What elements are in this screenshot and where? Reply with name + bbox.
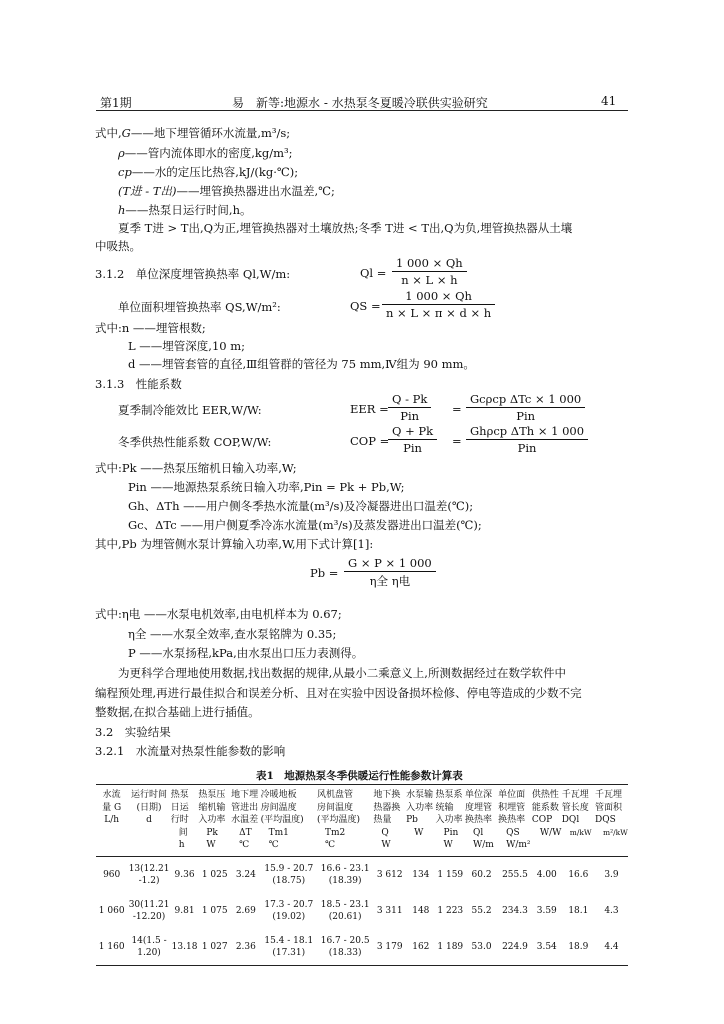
table-header-line: 入功率	[406, 802, 434, 813]
table-header-cell	[498, 785, 532, 857]
table-cell-value: 1 159	[437, 869, 464, 880]
def-gh: Gh、ΔTh ——用户侧冬季热水流量(m³/s)及冷凝器进出口温差(℃);	[128, 499, 474, 513]
table-cell-Q	[373, 856, 406, 893]
table-cell-pin	[436, 929, 465, 966]
table-cell-value: 162	[412, 941, 430, 952]
def-L: L ——埋管深度,10 m;	[128, 339, 246, 353]
table-cell-dt	[231, 893, 260, 929]
table-header-line: 能系数	[531, 802, 559, 813]
table-caption: 表1 地源热泵冬季供暖运行性能参数计算表	[256, 770, 463, 782]
table-header-line: Ql	[473, 827, 484, 838]
table-cell-line: 1.20)	[137, 947, 161, 958]
eq-cop-lhs: COP =	[350, 434, 390, 448]
eq-qs-denominator: n × L × π × d × h	[386, 306, 492, 320]
table-cell-d	[127, 856, 170, 893]
defs1-lead: 式中,	[95, 126, 122, 140]
table-cell-value: 234.3	[502, 905, 528, 916]
table-header-line: ℃	[268, 840, 279, 850]
table-cell-value: 4.3	[604, 905, 619, 916]
running-header-issue: 第1期	[100, 96, 132, 110]
table-cell-line: 16.6 - 23.1	[320, 863, 370, 874]
table-header-line: W/m²	[506, 840, 531, 850]
eq-eer-numerator-2: Gcρcp ΔTc × 1 000	[466, 392, 585, 408]
table-cell-qs	[498, 856, 532, 893]
table-cell-value: 224.9	[502, 941, 528, 952]
defs1-line-h	[118, 202, 251, 218]
table-cell-ql	[465, 856, 498, 893]
eq-cop-numerator-2: Ghρcp ΔTh × 1 000	[466, 424, 588, 440]
table-cell-value: 13.18	[171, 941, 198, 952]
table-header-line: d	[146, 815, 152, 825]
table-header-line: (平均温度)	[316, 815, 360, 825]
table-header-cell	[436, 785, 465, 857]
table-header-line	[96, 827, 127, 840]
table-header-line: QS	[506, 827, 520, 838]
table-cell-value: 148	[412, 905, 430, 916]
table-row	[96, 893, 628, 929]
table-cell-value: 60.2	[471, 869, 492, 880]
def-gc: Gc、ΔTc ——用户侧夏季冷冻水流量(m³/s)及蒸发器进出口温差(℃);	[128, 518, 482, 532]
table-header-line: 水温差	[231, 815, 259, 825]
symbol-h: h	[118, 203, 126, 217]
table-header-line: m/kW	[569, 827, 592, 837]
table-cell-value: 1 025	[201, 869, 228, 880]
table-header-cell	[261, 785, 317, 857]
table-header-cell	[373, 785, 406, 857]
defs1-line-dT	[118, 183, 335, 199]
paragraph-line3: 整数据,在拟合基础上进行插值。	[95, 705, 260, 719]
section-3-1-3-heading: 3.1.3 性能系数	[95, 377, 182, 391]
eq-cop-denominator-2: Pin	[517, 441, 537, 455]
table-cell-line: 16.7 - 20.5	[320, 935, 370, 946]
table-header-line	[532, 839, 562, 852]
table-cell-qs	[498, 893, 532, 929]
table-header-line: (平均温度)	[260, 815, 304, 825]
def-pk: Pk ——热泵压缩机日输入功率,W;	[121, 461, 297, 475]
table-header-line: Q	[381, 827, 389, 838]
section-3-2-heading: 3.2 实验结果	[95, 725, 171, 739]
table-cell-value: 3.54	[536, 941, 557, 952]
table-cell-value: 3 179	[376, 941, 403, 952]
table-header-line	[406, 839, 435, 852]
table-cell-value: 9.36	[174, 869, 195, 880]
table-header-line: 入功率	[435, 815, 463, 825]
eq-cop-fraction-2	[466, 424, 588, 455]
section-3-1-2-heading: 3.1.2 单位深度埋管换热率 Ql,W/m:	[95, 267, 291, 281]
paragraph-line2: 编程预处理,再进行最佳拟合和误差分析、且对在实验中因设备损坏检修、停电等造成的少数不完	[95, 686, 582, 700]
table-header-line: 热泵压	[198, 790, 226, 800]
table-cell-line: (18.39)	[328, 875, 362, 886]
table-header-line: 千瓦埋	[594, 790, 622, 800]
table-header-line: ℃	[324, 840, 336, 850]
table-cell-Q	[373, 929, 406, 966]
table-cell-pin	[436, 856, 465, 893]
table-cell-pk	[198, 893, 231, 929]
table-header-line: 地下埋	[231, 790, 259, 800]
def-rho: ——管内流体即水的密度,kg/m³;	[124, 146, 293, 160]
table-cell-value: 16.6	[568, 869, 589, 880]
eq-pb-fraction	[344, 556, 436, 589]
defs1-line-cp	[118, 164, 298, 180]
symbol-G: G	[121, 126, 131, 140]
table-row	[96, 929, 628, 966]
table-header-line: 积埋管	[498, 802, 526, 813]
table-cell-value: 18.1	[568, 905, 589, 916]
table-cell-line: (17.31)	[272, 947, 306, 958]
eq-cop-numerator-1: Q + Pk	[388, 424, 437, 440]
page-number: 41	[601, 94, 617, 108]
table-header-line: 单位面	[498, 790, 526, 800]
table-cell-G	[96, 856, 127, 893]
table-header-line: 千瓦埋	[561, 790, 589, 800]
def-pin: Pin ——地源热泵系统日输入功率,Pin = Pk + Pb,W;	[128, 480, 405, 494]
table-cell-value: 1 189	[437, 941, 464, 952]
table-cell-value: 2.69	[235, 905, 256, 916]
table-cell-ql	[465, 893, 498, 929]
table-cell-cop	[532, 856, 562, 893]
eq-qs-lhs: QS =	[350, 299, 381, 313]
defs3-line-pk	[95, 460, 297, 476]
table-header-line: W	[414, 827, 424, 838]
table-cell-value: 3 311	[376, 905, 403, 916]
table-header-line: 量 G	[102, 802, 122, 813]
table-cell-tm2	[317, 929, 373, 966]
table-cell-pb	[406, 893, 435, 929]
table-cell-value: 55.2	[471, 905, 492, 916]
eq-cop-fraction-1	[388, 424, 437, 455]
eq-pb-lhs: Pb =	[310, 566, 339, 580]
def-d: d ——埋管套管的直径,Ⅲ组管群的管径为 75 mm,Ⅳ组为 90 mm。	[128, 357, 475, 371]
table-header-line: 热泵	[170, 790, 189, 800]
table-cell-line: 15.4 - 18.1	[264, 935, 314, 946]
table-cell-tm1	[261, 929, 317, 966]
table-header-line	[96, 839, 127, 852]
table-header-cell	[465, 785, 498, 857]
defs1-line-G	[95, 125, 290, 141]
paragraph-line1: 为更科学合理地使用数据,找出数据的规律,从最小二乘意义上,所测数据经过在数学软件中	[118, 666, 566, 680]
table-cell-Q	[373, 893, 406, 929]
table-cell-value: 1 027	[201, 941, 228, 952]
table-cell-line: 14(1.5 -	[131, 935, 167, 946]
table-header-line: Pin	[443, 827, 459, 838]
table-header-line: 入功率	[198, 815, 226, 825]
table-header-line: 管进出	[231, 802, 259, 813]
season-paragraph-line2: 中吸热。	[95, 239, 141, 253]
table-header-line: 热器换	[373, 802, 401, 813]
table-cell-value: 2.36	[235, 941, 256, 952]
table-cell-line: 15.9 - 20.7	[264, 863, 314, 874]
eq-ql-lhs: Ql =	[360, 266, 387, 280]
table-header-line: W	[443, 840, 453, 850]
defs1-line-rho	[118, 145, 293, 161]
eq-eer-denominator-2: Pin	[516, 409, 536, 423]
table-cell-value: 255.5	[502, 869, 528, 880]
table-header-line: 热量	[373, 815, 392, 825]
table-header-line: 热泵系	[435, 790, 463, 800]
table-header-line: W/m	[473, 840, 494, 850]
eq-qs-fraction	[382, 289, 495, 320]
table-header-line: 行时	[170, 815, 189, 825]
table-header-line: 运行时间	[131, 790, 168, 800]
eq-qs-numerator: 1 000 × Qh	[382, 289, 495, 305]
table-body	[96, 856, 628, 965]
table-cell-d	[127, 893, 170, 929]
table-cell-dqs	[595, 856, 628, 893]
table-cell-dql	[562, 893, 595, 929]
table-header-cell	[171, 785, 199, 857]
table-cell-pk	[198, 929, 231, 966]
table-cell-line: (19.02)	[272, 911, 306, 922]
table-cell-line: 13(12.21	[128, 863, 170, 874]
table-header-cell	[406, 785, 435, 857]
eq-ql-numerator: 1 000 × Qh	[392, 256, 467, 272]
table-header-line: W/W	[539, 827, 562, 838]
eq-ql-fraction	[392, 256, 467, 287]
table-header-cell	[198, 785, 231, 857]
table-header-cell	[127, 785, 170, 857]
table-header-line: COP	[531, 815, 553, 825]
header-rule	[96, 110, 628, 111]
table-header-line: Tm1	[268, 827, 289, 838]
table-header-line: 单位深	[465, 790, 493, 800]
table-cell-value: 3.9	[604, 869, 619, 880]
eq-eer-lhs: EER =	[350, 402, 389, 416]
eq-cop-equals: =	[452, 434, 462, 448]
table-header-line: Pk	[206, 827, 218, 838]
table-row	[96, 856, 628, 893]
table-header-cell	[317, 785, 373, 857]
performance-table	[96, 784, 628, 966]
table-cell-line: -1.2)	[138, 875, 160, 886]
table-cell-dt	[231, 856, 260, 893]
season-paragraph-line1: 夏季 T进 > T出,Q为正,埋管换热器对土壤放热;冬季 T进 < T出,Q为负,埋管换热器从土壤	[118, 221, 573, 235]
table-header-line: 水泵输	[406, 790, 434, 800]
table-cell-qs	[498, 929, 532, 966]
table-header-line: L/h	[104, 815, 120, 825]
eq-pb-denominator: η全 η电	[369, 574, 411, 588]
table-cell-G	[96, 893, 127, 929]
table-header-line: h	[178, 840, 185, 850]
table-header-line	[127, 827, 170, 840]
symbol-dT: (T进 - T出)	[118, 184, 177, 198]
table-header-line	[595, 839, 628, 852]
running-header-title: 易 新等:地源水 - 水热泵冬夏暖冷联供实验研究	[232, 96, 488, 110]
table-header-line: DQS	[594, 815, 616, 825]
table-header-line: W	[206, 840, 216, 850]
table-header-line: 房间温度	[260, 802, 297, 813]
table-cell-value: 960	[103, 869, 121, 880]
table-cell-dt	[231, 929, 260, 966]
section-3-2-1-heading: 3.2.1 水流量对热泵性能参数的影响	[95, 744, 286, 758]
table-cell-pin	[436, 893, 465, 929]
eq-eer-fraction-1	[388, 392, 431, 423]
def-P: P ——水泵扬程,kPa,由水泵出口压力表测得。	[128, 646, 364, 660]
eq-eer-fraction-2	[466, 392, 585, 423]
table-cell-line: (18.75)	[272, 875, 306, 886]
table-header-line: 房间温度	[316, 802, 353, 813]
defs3-lead: 式中:	[95, 461, 122, 475]
table-cell-pk	[198, 856, 231, 893]
table-cell-tm1	[261, 893, 317, 929]
eq-eer-equals: =	[452, 402, 462, 416]
table-cell-line: -12.20)	[132, 911, 166, 922]
table-header-cell	[595, 785, 628, 857]
table-header-line: 度埋管	[465, 802, 493, 813]
table-cell-h	[171, 893, 199, 929]
table-cell-line: 18.5 - 23.1	[320, 899, 370, 910]
table-header-line: ΔT	[239, 827, 252, 838]
def-n: n ——埋管根数;	[121, 321, 206, 335]
table-header-line: 风机盘管	[316, 790, 353, 800]
table-header	[96, 785, 628, 857]
table-cell-value: 3 612	[376, 869, 403, 880]
table-header-line: 管长度	[561, 802, 589, 813]
symbol-cp: cp	[118, 165, 132, 179]
table-cell-pb	[406, 856, 435, 893]
table-header-cell	[96, 785, 127, 857]
table-cell-line: (20.61)	[328, 911, 362, 922]
table-cell-cop	[532, 929, 562, 966]
table-cell-value: 1 075	[201, 905, 228, 916]
table-header-line: 间	[178, 827, 188, 838]
table-header-cell	[562, 785, 595, 857]
table-cell-dql	[562, 856, 595, 893]
eq-cop-denominator-1: Pin	[403, 441, 422, 455]
def-h: ——热泵日运行时间,h。	[125, 203, 252, 217]
table-cell-value: 4.00	[536, 869, 557, 880]
table-cell-ql	[465, 929, 498, 966]
defs4-line-eta-e	[95, 606, 342, 622]
area-rate-label: 单位面积埋管换热率 QS,W/m²:	[118, 300, 281, 314]
table-header-line: 地下换	[373, 790, 401, 800]
table-header-cell	[532, 785, 562, 857]
pb-intro: 其中,Pb 为埋管侧水泵计算输入功率,W,用下式计算[1]:	[95, 537, 374, 551]
table-cell-value: 3.24	[235, 869, 256, 880]
table-cell-value: 134	[412, 869, 430, 880]
cop-label: 冬季供热性能系数 COP,W/W:	[118, 435, 272, 449]
table-cell-value: 18.9	[568, 941, 589, 952]
table-cell-dqs	[595, 929, 628, 966]
table-cell-value: 3.59	[536, 905, 557, 916]
defs2-lead: 式中:	[95, 321, 122, 335]
def-cp: ——水的定压比热容,kJ/(kg·℃);	[131, 165, 299, 179]
def-eta-t: η全 ——水泵全效率,查水泵铭牌为 0.35;	[128, 627, 337, 641]
table-header-line: 冷暖地板	[260, 790, 297, 800]
eq-eer-numerator-1: Q - Pk	[388, 392, 431, 408]
def-eta-e: η电 ——水泵电机效率,由电机样本为 0.67;	[121, 607, 342, 621]
table-cell-value: 53.0	[471, 941, 492, 952]
table-cell-line: 17.3 - 20.7	[264, 899, 314, 910]
table-header-line: 日运	[170, 802, 189, 813]
table-cell-G	[96, 929, 127, 966]
table-header-line: m²/kW	[602, 827, 628, 837]
table-header-row	[96, 785, 628, 857]
eq-ql-denominator: n × L × h	[401, 273, 458, 287]
table-header-line: DQl	[561, 815, 580, 825]
table-header-line	[562, 839, 595, 852]
def-dT: ——埋管换热器进出水温差,℃;	[176, 184, 335, 198]
table-header-line: 供热性	[531, 790, 559, 800]
table-header-line	[127, 839, 170, 852]
table-header-line: Tm2	[324, 827, 346, 838]
table-header-line: (日期)	[136, 802, 162, 813]
eq-pb-numerator: G × P × 1 000	[344, 556, 436, 572]
eq-eer-denominator-1: Pin	[400, 409, 420, 423]
table-cell-tm2	[317, 893, 373, 929]
table-cell-value: 1 060	[98, 905, 125, 916]
defs4-lead: 式中:	[95, 607, 122, 621]
eer-label: 夏季制冷能效比 EER,W/W:	[118, 403, 262, 417]
table-cell-value: 1 160	[98, 941, 125, 952]
table-cell-h	[171, 856, 199, 893]
table-header-line: 换热率	[498, 815, 526, 825]
table-cell-value: 1 223	[437, 905, 464, 916]
table-cell-value: 4.4	[604, 941, 619, 952]
table-header-line: 水流	[102, 790, 121, 800]
table-cell-dql	[562, 929, 595, 966]
table-header-line: 管面积	[594, 802, 622, 813]
table-cell-tm1	[261, 856, 317, 893]
table-header-line: W	[381, 840, 391, 850]
table-header-line: 统输	[435, 802, 454, 813]
table-cell-h	[171, 929, 199, 966]
table-cell-d	[127, 929, 170, 966]
table-cell-dqs	[595, 893, 628, 929]
table-header-line: Pb	[406, 815, 418, 825]
table-cell-line: 30(11.21	[128, 899, 170, 910]
symbol-rho: ρ	[118, 146, 125, 160]
table-header-line: 缩机输	[198, 802, 226, 813]
table-cell-pb	[406, 929, 435, 966]
table-cell-cop	[532, 893, 562, 929]
def-G: ——地下埋管循环水流量,m³/s;	[130, 126, 291, 140]
table-cell-line: (18.33)	[328, 947, 362, 958]
table-cell-value: 9.81	[174, 905, 195, 916]
table-cell-tm2	[317, 856, 373, 893]
table-header-cell	[231, 785, 260, 857]
defs2-line-n	[95, 320, 206, 336]
table-header-line: 换热率	[465, 815, 493, 825]
table-header-line: ℃	[239, 840, 250, 850]
